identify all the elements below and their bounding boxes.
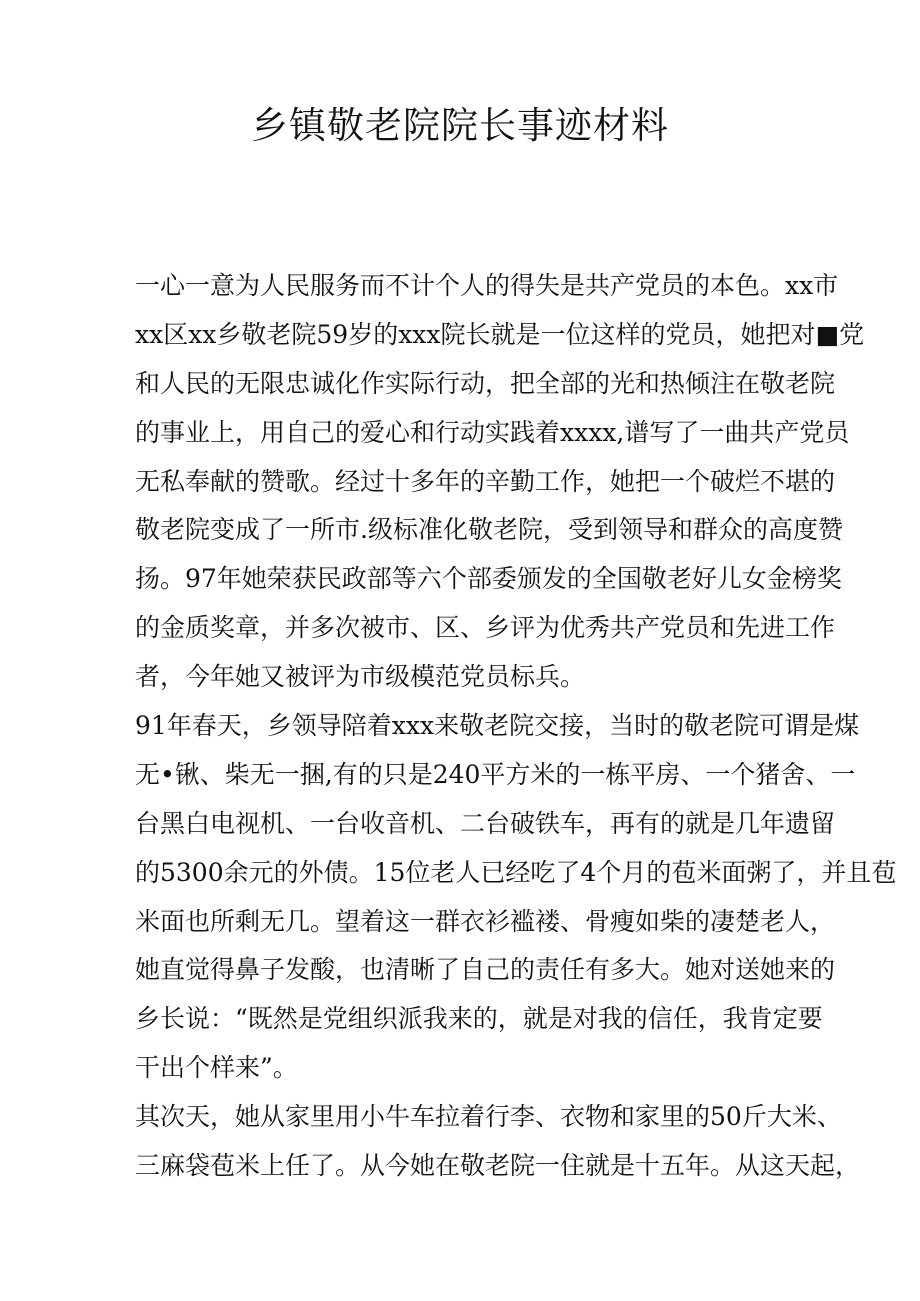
text-line: 扬。97年她荣获民政部等六个部委颁发的全国敬老好儿女金榜奖 bbox=[135, 564, 842, 594]
text-line: 的金质奖章，并多次被市、区、乡评为优秀共产党员和先进工作 bbox=[135, 613, 836, 643]
text-line: 三麻袋苞米上任了。从今她在敬老院一住就是十五年。从这天起， bbox=[135, 1151, 861, 1181]
text-line: 一心一意为人民服务而不计个人的得失是共产党员的本色。xx市 bbox=[135, 271, 839, 300]
text-line: xx区xx乡敬老院59岁的xxx院长就是一位这样的党员，她把对■党 bbox=[135, 319, 865, 349]
text-line: 91年春天，乡领导陪着xxx来敬老院交接，当时的敬老院可谓是煤 bbox=[135, 711, 860, 741]
text-line: 敬老院变成了一所市.级标准化敬老院，受到领导和群众的高度赞 bbox=[135, 515, 843, 545]
text-line: 乡长说：“既然是党组织派我来的，就是对我的信任，我肯定要 bbox=[135, 1004, 823, 1034]
text-line: 干出个样来”。 bbox=[135, 1053, 298, 1083]
text-line: 台黑白电视机、一台收音机、二台破铁车，再有的就是几年遗留 bbox=[135, 808, 836, 838]
text-line: 的事业上，用自己的爱心和行动实践着xxxx,谱写了一曲共产党员 bbox=[135, 417, 850, 447]
text-line: 她直觉得鼻子发酸，也清晰了自己的责任有多大。她对送她来的 bbox=[135, 955, 836, 985]
text-line: 者，今年她又被评为市级模范党员标兵。 bbox=[135, 662, 586, 692]
text-line: 和人民的无限忠诚化作实际行动，把全部的光和热倾注在敬老院 bbox=[135, 368, 836, 398]
text-line: 的5300余元的外债。15位老人已经吃了4个月的苞米面粥了，并且苞 bbox=[135, 857, 897, 887]
text-line: 无•锹、柴无一捆,有的只是240平方米的一栋平房、一个猪舍、一 bbox=[135, 759, 856, 789]
text-line: 其次天，她从家里用小牛车拉着行李、衣物和家里的50斤大米、 bbox=[135, 1102, 842, 1132]
text-line: 无私奉献的赞歌。经过十多年的辛勤工作，她把一个破烂不堪的 bbox=[135, 466, 836, 496]
document-title: 乡镇敬老院院长事迹材料 bbox=[251, 104, 669, 147]
document-body bbox=[135, 262, 897, 1191]
text-line: 米面也所剩无几。望着这一群衣衫褴褛、骨瘦如柴的凄楚老人， bbox=[135, 906, 836, 936]
